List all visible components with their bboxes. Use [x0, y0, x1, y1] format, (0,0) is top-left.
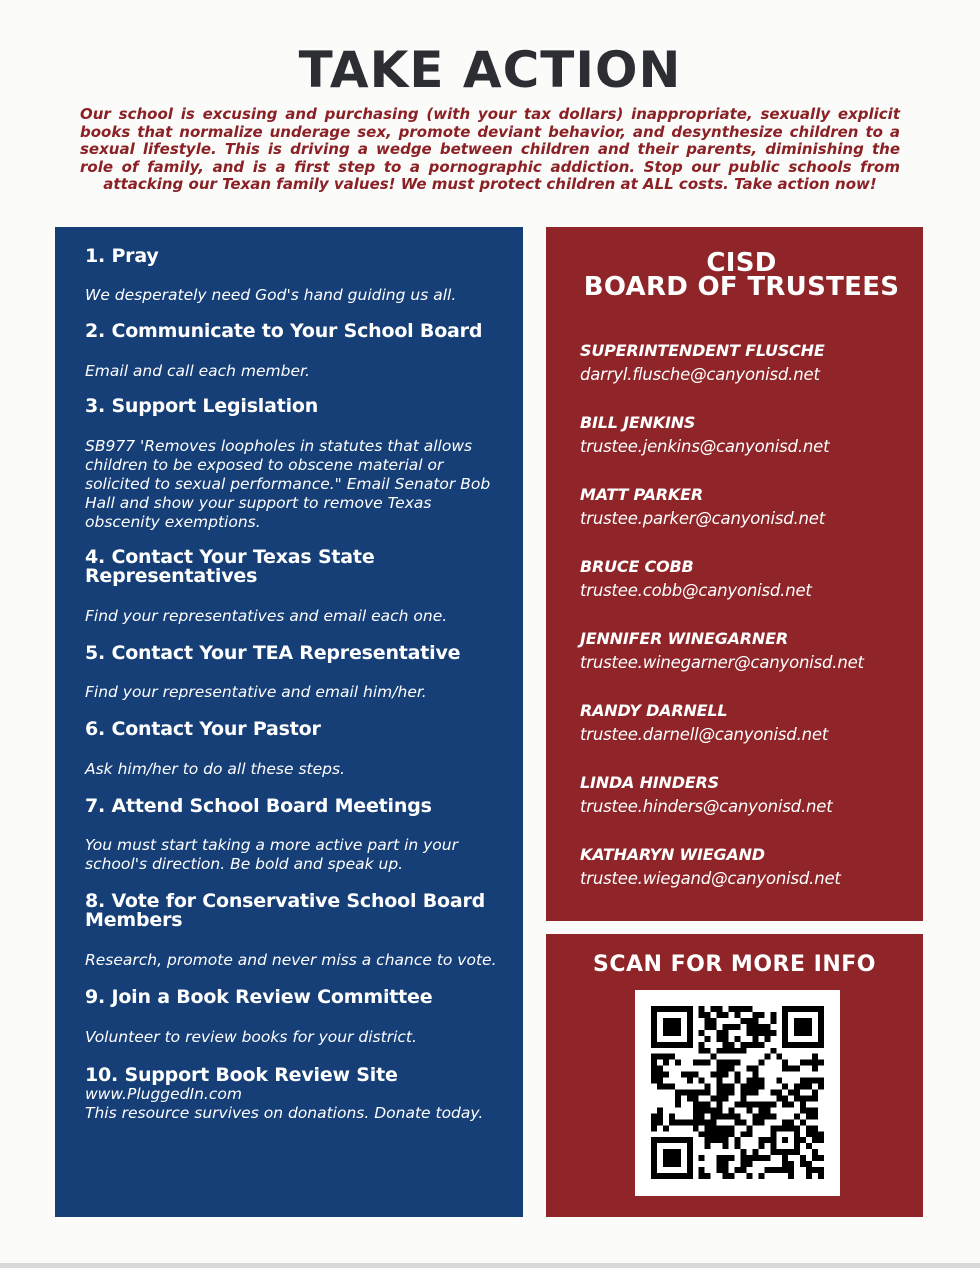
step-tea-rep: [85, 644, 503, 702]
step-body: Ask him/her to do all these steps.: [85, 760, 345, 778]
trustee-email[interactable]: trustee.darnell@canyonisd.net: [580, 725, 829, 744]
trustee-entry: [580, 339, 903, 411]
action-steps-panel: [55, 227, 523, 1217]
step-body: Find your representatives and email each one.: [85, 607, 448, 625]
trustee-name: BRUCE COBB: [580, 557, 694, 576]
trustee-name: LINDA HINDERS: [580, 773, 719, 792]
step-title: 3. Support Legislation: [85, 395, 319, 417]
page-bottom-border: [0, 1263, 980, 1268]
trustee-name: KATHARYN WIEGAND: [580, 845, 765, 864]
trustee-email[interactable]: trustee.winegarner@canyonisd.net: [580, 653, 864, 672]
qr-code-icon[interactable]: [651, 1006, 824, 1179]
step-title: 6. Contact Your Pastor: [85, 718, 321, 740]
step-title: 1. Pray: [85, 245, 159, 267]
board-title-line1: CISD: [706, 248, 777, 278]
step-title: 9. Join a Book Review Committee: [85, 986, 433, 1008]
trustee-name: MATT PARKER: [580, 485, 703, 504]
step-state-reps: [85, 548, 503, 626]
step-body: You must start taking a more active part in your school's direction. Be bold and speak up.: [85, 836, 458, 873]
trustee-email[interactable]: trustee.parker@canyonisd.net: [580, 509, 826, 528]
trustee-name: BILL JENKINS: [580, 413, 696, 432]
site-link[interactable]: www.PluggedIn.com: [85, 1085, 242, 1103]
step-legislation: [85, 397, 503, 532]
step-body: SB977 'Removes loopholes in statutes that allows children to be exposed to obscene material or solicited to sexual performance." Email Senator Bob Hall and show your support to remove Texas obscenity exemptions.: [85, 437, 491, 531]
trustee-name: JENNIFER WINEGARNER: [580, 629, 788, 648]
trustee-email[interactable]: trustee.wiegand@canyonisd.net: [580, 869, 841, 888]
step-meetings: [85, 797, 503, 874]
board-of-trustees-panel: [546, 227, 923, 921]
step-title: 4. Contact Your Texas State Representatives: [85, 546, 375, 587]
step-body: Research, promote and never miss a chance to vote.: [85, 951, 497, 969]
step-body: Volunteer to review books for your district.: [85, 1028, 417, 1046]
trustee-name: RANDY DARNELL: [580, 701, 728, 720]
trustee-email[interactable]: trustee.cobb@canyonisd.net: [580, 581, 812, 600]
page-title: TAKE ACTION: [298, 41, 682, 99]
trustee-entry: [580, 771, 903, 843]
trustee-entry: [580, 411, 903, 483]
trustee-entry: [580, 627, 903, 699]
step-body: We desperately need God's hand guiding us all.: [85, 286, 457, 304]
step-title: 2. Communicate to Your School Board: [85, 320, 483, 342]
scan-panel: [546, 934, 923, 1217]
trustee-email[interactable]: darryl.flusche@canyonisd.net: [580, 365, 820, 384]
board-title-line2: BOARD OF TRUSTEES: [583, 272, 900, 302]
trustee-entry: [580, 699, 903, 771]
trustee-entry: [580, 483, 903, 555]
step-vote: [85, 892, 503, 970]
step-title: 7. Attend School Board Meetings: [85, 795, 432, 817]
step-pastor: [85, 720, 503, 779]
step-body: Email and call each member.: [85, 362, 310, 380]
step-communicate: [85, 322, 503, 381]
trustee-name: SUPERINTENDENT FLUSCHE: [580, 341, 825, 360]
scan-title: SCAN FOR MORE INFO: [593, 952, 876, 977]
trustee-entry: [580, 555, 903, 627]
trustee-email[interactable]: trustee.hinders@canyonisd.net: [580, 797, 833, 816]
step-pray: [85, 247, 503, 305]
step-body: This resource survives on donations. Donate today.: [85, 1104, 484, 1122]
intro-paragraph: Our school is excusing and purchasing (with your tax dollars) inappropriate, sexually explicit books that normalize underage sex, promote deviant behavior, and desynthesize children to a sexual lifestyle. This is driving a wedge between children and their parents, diminishing the role of family, and is a first step to a pornographic addiction. Stop our public schools from attacking our Texan family values! We must protect children at ALL costs. Take action now!: [80, 105, 900, 193]
qr-code-frame[interactable]: [635, 990, 840, 1196]
step-title: 5. Contact Your TEA Representative: [85, 642, 461, 664]
step-book-committee: [85, 988, 503, 1047]
trustee-entry: [580, 843, 903, 915]
step-title: 8. Vote for Conservative School Board Members: [85, 890, 486, 931]
trustee-email[interactable]: trustee.jenkins@canyonisd.net: [580, 437, 830, 456]
step-title: 10. Support Book Review Site: [85, 1064, 398, 1086]
board-title: [580, 248, 903, 302]
step-body: Find your representative and email him/her.: [85, 683, 427, 701]
trustee-list: [580, 339, 903, 915]
step-review-site: [85, 1066, 503, 1123]
